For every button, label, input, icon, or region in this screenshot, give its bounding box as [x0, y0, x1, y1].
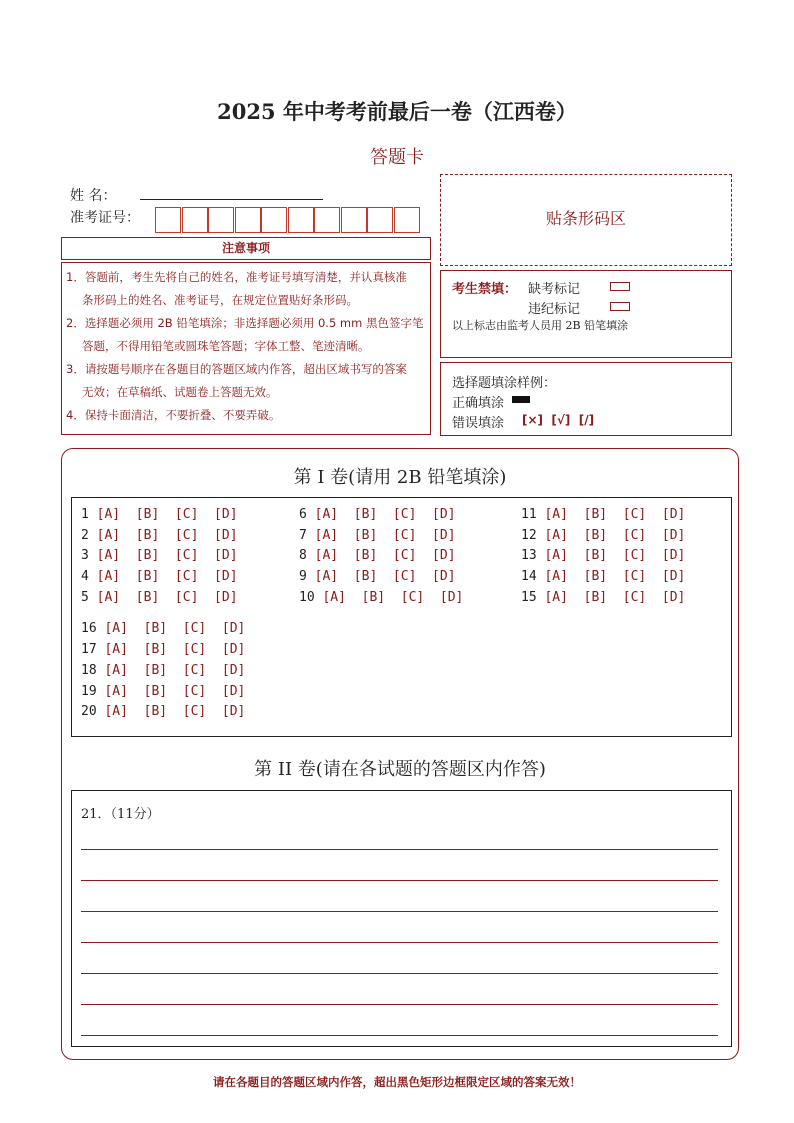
answer-options[interactable]: [A] [B] [C] [D] [96, 590, 238, 605]
answer-options[interactable]: [A] [B] [C] [D] [314, 569, 456, 584]
absent-checkbox[interactable] [610, 282, 630, 291]
choice-question-4 [81, 569, 238, 584]
choice-question-2 [81, 528, 238, 543]
choice-question-19 [81, 684, 245, 699]
barcode-label: 贴条形码区 [545, 209, 626, 228]
answer-options[interactable]: [A] [B] [C] [D] [544, 569, 686, 584]
question-number: 17 [81, 642, 97, 657]
name-field[interactable] [140, 199, 323, 200]
question-21-label: 21．（11分） [81, 807, 160, 822]
choice-question-8 [299, 548, 456, 563]
choice-question-14 [521, 569, 685, 584]
question-number: 10 [299, 590, 315, 605]
id-digit-box[interactable] [182, 207, 208, 233]
answer-line[interactable] [81, 973, 718, 974]
violation-label: 违纪标记 [528, 302, 581, 317]
question-number: 15 [521, 590, 537, 605]
choice-question-10 [299, 590, 463, 605]
notice-line: 无效；在草稿纸、试题卷上答题无效。 [82, 385, 278, 399]
choice-question-6 [299, 507, 456, 522]
filled-sample-icon [512, 396, 530, 403]
answer-line[interactable] [81, 1004, 718, 1005]
answer-options[interactable]: [A] [B] [C] [D] [104, 684, 246, 699]
notice-line: 2．选择题必须用 2B 铅笔填涂；非选择题必须用 0.5 mm 黑色签字笔 [66, 316, 424, 330]
question-number: 16 [81, 621, 97, 636]
question-number: 2 [81, 528, 89, 543]
answer-line[interactable] [81, 911, 718, 912]
answer-options[interactable]: [A] [B] [C] [D] [104, 704, 246, 719]
id-digit-box[interactable] [367, 207, 393, 233]
id-digit-box[interactable] [155, 207, 181, 233]
id-digit-box[interactable] [208, 207, 234, 233]
id-digit-box[interactable] [288, 207, 314, 233]
choice-question-16 [81, 621, 245, 636]
question-number: 1 [81, 507, 89, 522]
notice-line: 答题，不得用铅笔或圆珠笔答题；字体工整、笔迹清晰。 [82, 339, 370, 353]
answer-options[interactable]: [A] [B] [C] [D] [96, 569, 238, 584]
part1-title: 第 I 卷(请用 2B 铅笔填涂) [293, 467, 507, 488]
question-number: 9 [299, 569, 307, 584]
footer-warning: 请在各题目的答题区域内作答，超出黑色矩形边框限定区域的答案无效！ [213, 1075, 581, 1089]
choice-question-20 [81, 704, 245, 719]
proctor-note: 以上标志由监考人员用 2B 铅笔填涂 [452, 319, 629, 332]
wrong-marks: [×] [√] [/] [522, 413, 595, 427]
choice-question-3 [81, 548, 238, 563]
choice-question-13 [521, 548, 685, 563]
answer-options[interactable]: [A] [B] [C] [D] [544, 548, 686, 563]
question-number: 7 [299, 528, 307, 543]
id-label: 准考证号： [70, 210, 140, 226]
answer-options[interactable]: [A] [B] [C] [D] [104, 642, 246, 657]
wrong-label: 错误填涂 [452, 416, 505, 431]
proctor-label: 考生禁填： [452, 282, 518, 297]
absent-label: 缺考标记 [528, 282, 581, 297]
sample-title: 选择题填涂样例： [452, 376, 557, 391]
id-digit-box[interactable] [314, 207, 340, 233]
id-digit-box[interactable] [261, 207, 287, 233]
question-number: 4 [81, 569, 89, 584]
choice-question-5 [81, 590, 238, 605]
answer-options[interactable]: [A] [B] [C] [D] [314, 507, 456, 522]
page-subtitle: 答题卡 [370, 147, 424, 168]
answer-box-21 [71, 790, 732, 1047]
answer-options[interactable]: [A] [B] [C] [D] [314, 528, 456, 543]
choice-question-7 [299, 528, 456, 543]
answer-options[interactable]: [A] [B] [C] [D] [104, 663, 246, 678]
answer-line[interactable] [81, 849, 718, 850]
notice-line: 4．保持卡面清洁，不要折叠、不要弄破。 [66, 408, 281, 422]
correct-label: 正确填涂 [452, 396, 505, 411]
part2-title: 第 II 卷(请在各试题的答题区内作答) [254, 759, 546, 780]
answer-options[interactable]: [A] [B] [C] [D] [96, 507, 238, 522]
answer-options[interactable]: [A] [B] [C] [D] [544, 507, 686, 522]
question-number: 20 [81, 704, 97, 719]
choice-question-17 [81, 642, 245, 657]
question-number: 12 [521, 528, 537, 543]
question-number: 3 [81, 548, 89, 563]
id-digit-box[interactable] [235, 207, 261, 233]
choice-question-1 [81, 507, 238, 522]
choice-question-15 [521, 590, 685, 605]
question-number: 11 [521, 507, 537, 522]
question-number: 19 [81, 684, 97, 699]
answer-line[interactable] [81, 1035, 718, 1036]
id-digit-box[interactable] [341, 207, 367, 233]
notice-heading: 注意事项 [61, 237, 431, 260]
question-number: 18 [81, 663, 97, 678]
answer-options[interactable]: [A] [B] [C] [D] [322, 590, 464, 605]
question-number: 8 [299, 548, 307, 563]
answer-options[interactable]: [A] [B] [C] [D] [544, 590, 686, 605]
answer-options[interactable]: [A] [B] [C] [D] [104, 621, 246, 636]
question-number: 14 [521, 569, 537, 584]
page-title: 2025 年中考考前最后一卷（江西卷） [217, 99, 577, 124]
question-number: 13 [521, 548, 537, 563]
choice-question-11 [521, 507, 685, 522]
name-label: 姓 名： [70, 188, 117, 204]
answer-options[interactable]: [A] [B] [C] [D] [544, 528, 686, 543]
answer-options[interactable]: [A] [B] [C] [D] [314, 548, 456, 563]
choice-question-9 [299, 569, 456, 584]
answer-options[interactable]: [A] [B] [C] [D] [96, 548, 238, 563]
choice-question-12 [521, 528, 685, 543]
choice-question-18 [81, 663, 245, 678]
notice-line: 1．答题前，考生先将自己的姓名，准考证号填写清楚，并认真核准 [66, 270, 407, 284]
notice-line: 条形码上的姓名、准考证号，在规定位置贴好条形码。 [82, 293, 358, 307]
question-number: 5 [81, 590, 89, 605]
id-digit-box[interactable] [394, 207, 420, 233]
answer-options[interactable]: [A] [B] [C] [D] [96, 528, 238, 543]
answer-line[interactable] [81, 880, 718, 881]
question-number: 6 [299, 507, 307, 522]
answer-line[interactable] [81, 942, 718, 943]
notice-line: 3．请按题号顺序在各题目的答题区域内作答，超出区域书写的答案 [66, 362, 407, 376]
violation-checkbox[interactable] [610, 302, 630, 311]
